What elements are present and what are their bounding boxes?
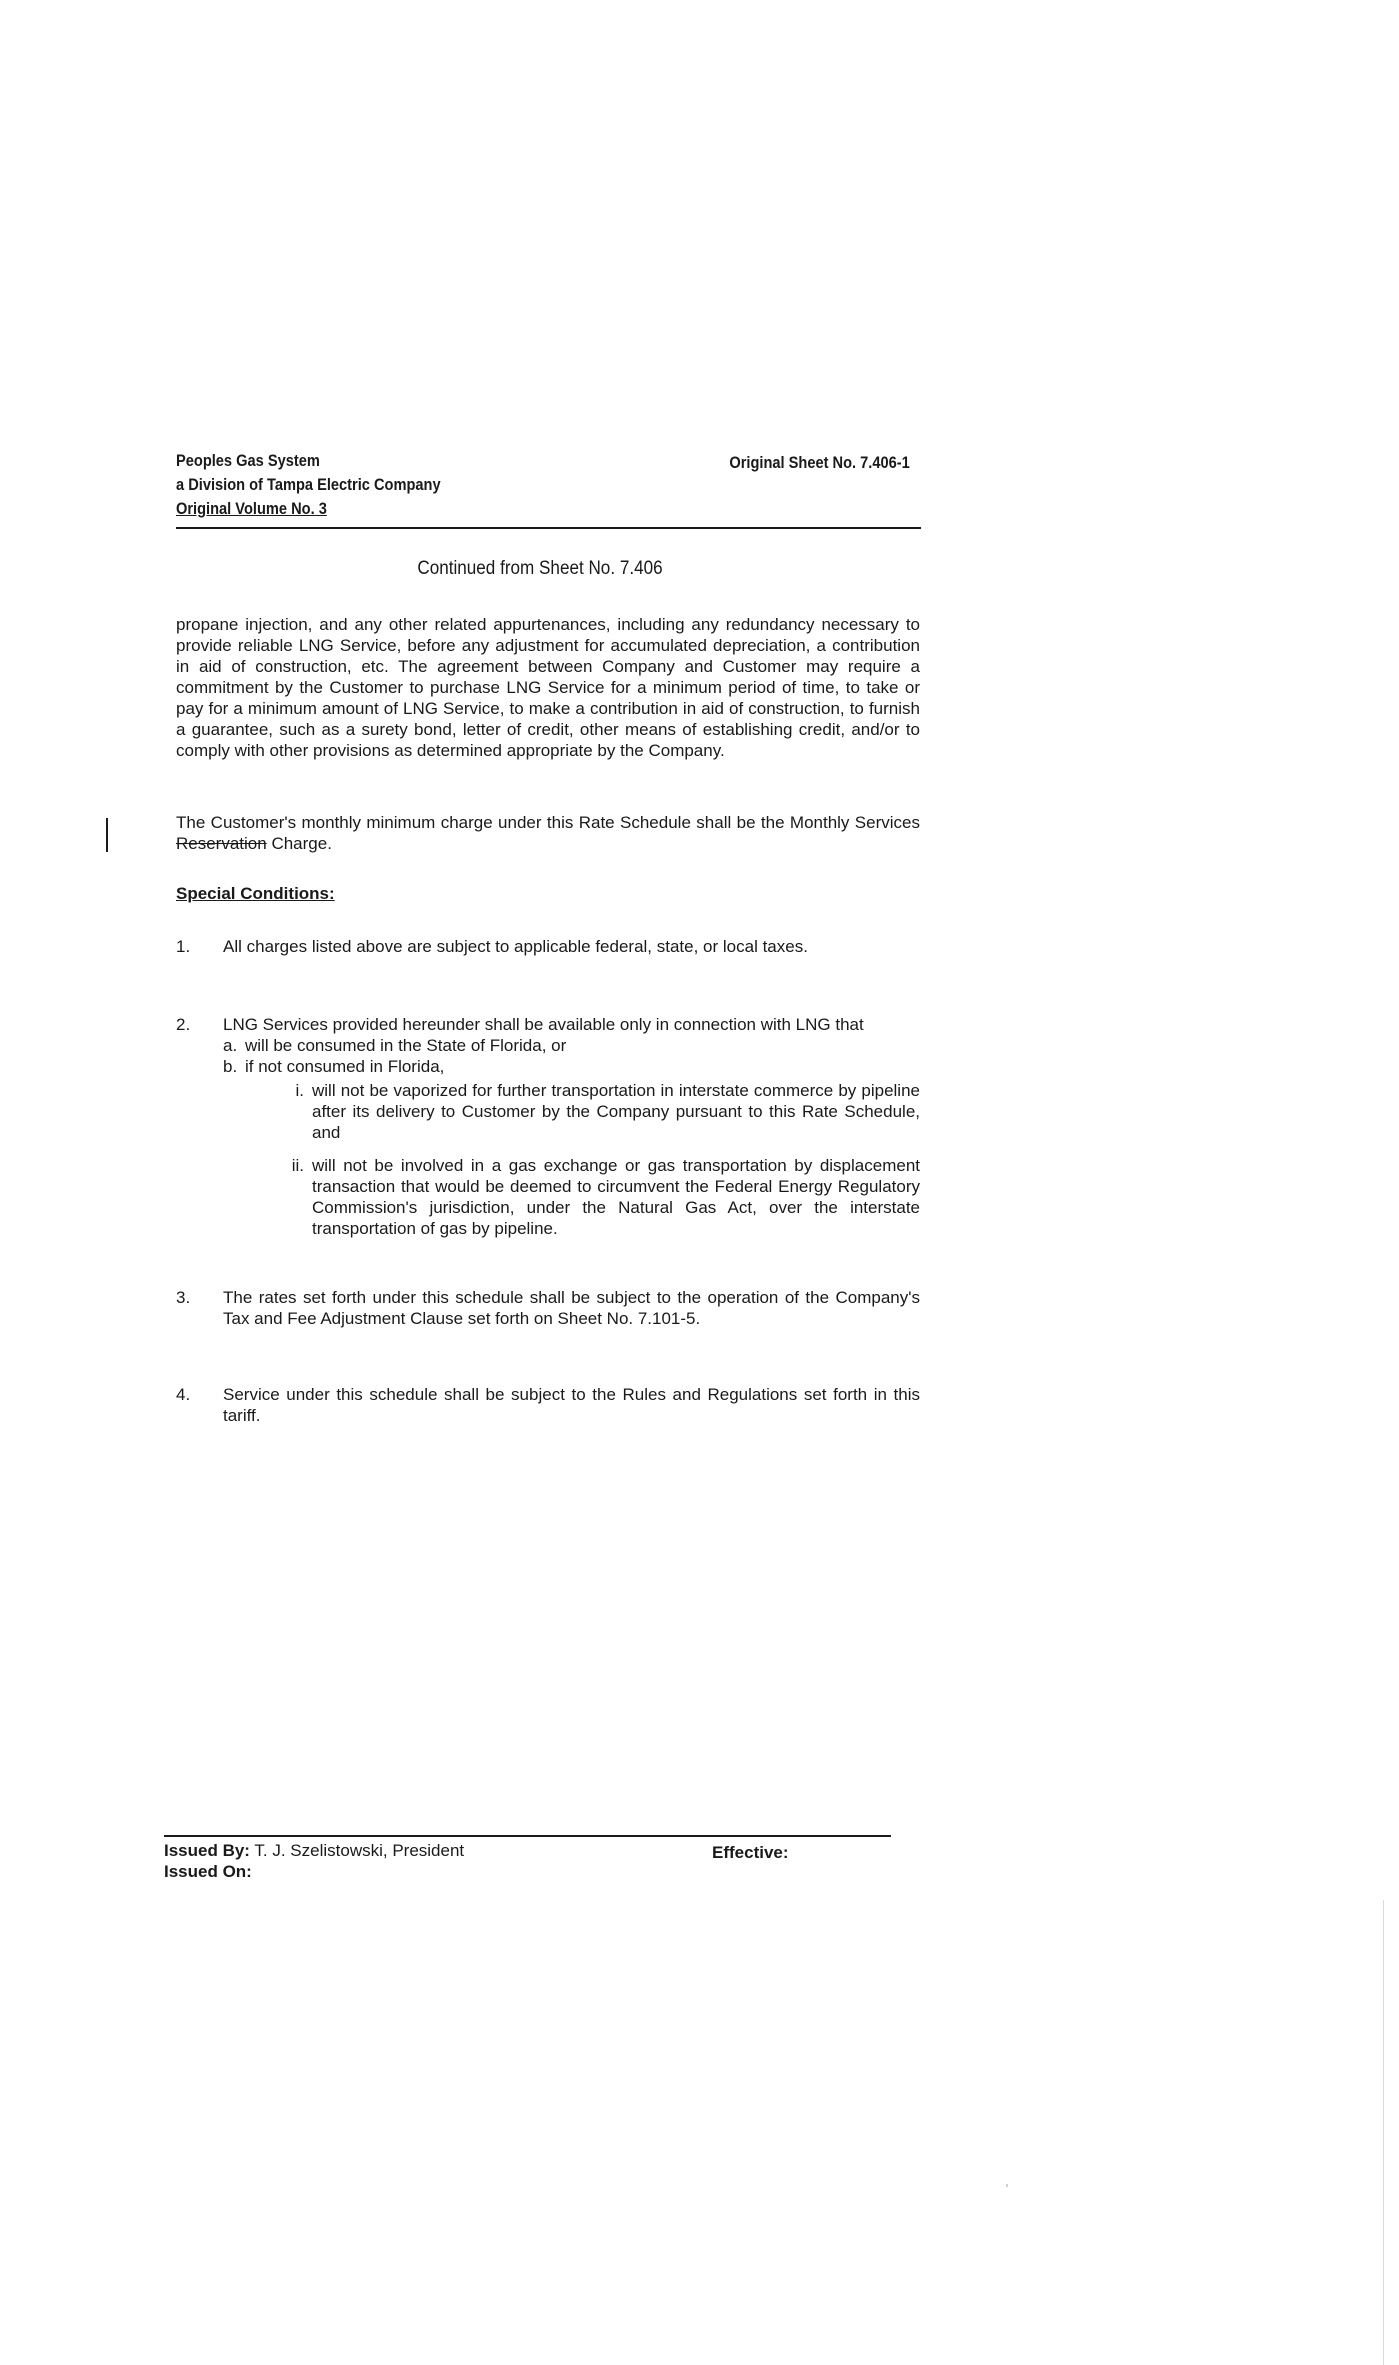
minimum-charge-text: The Customer's monthly minimum charge under this Rate Schedule shall be the Monthly Services [176, 813, 920, 832]
sheet-header [176, 449, 916, 529]
sub-condition-numeral: i. [295, 1081, 304, 1100]
company-name: Peoples Gas System [176, 451, 320, 470]
condition-text: LNG Services provided hereunder shall be available only in connection with LNG that [223, 1015, 864, 1034]
sub-condition-text: if not consumed in Florida, [245, 1057, 445, 1076]
sub-condition-text: will not be vaporized for further transportation in interstate commerce by pipeline after its delivery to Customer by the Company pursuant to this Rate Schedule, and [312, 1081, 920, 1142]
condition-text: All charges listed above are subject to applicable federal, state, or local taxes. [223, 937, 808, 956]
effective-label: Effective: [712, 1843, 789, 1862]
continued-from-note: Continued from Sheet No. 7.406 [417, 558, 663, 579]
issued-by-label: Issued By: [164, 1841, 250, 1860]
volume-number: Original Volume No. 3 [176, 499, 327, 518]
company-block [176, 449, 441, 521]
issued-on-line [164, 1861, 894, 1882]
condition-text: The rates set forth under this schedule shall be subject to the operation of the Company's Tax and Fee Adjustment Clause set forth on Sheet No. 7.101-5. [223, 1288, 920, 1328]
condition-number: 4. [176, 1385, 191, 1404]
company-division: a Division of Tampa Electric Company [176, 475, 441, 494]
sub-condition-numeral: ii. [291, 1156, 304, 1175]
condition-item-3 [176, 1287, 920, 1335]
condition-item-1 [176, 936, 920, 960]
sheet-footer [164, 1840, 894, 1882]
issued-on-label: Issued On: [164, 1862, 252, 1881]
condition-item-4 [176, 1384, 920, 1432]
struck-through-word: Reservation [176, 834, 267, 853]
sub-condition-i [284, 1080, 920, 1144]
condition-text: Service under this schedule shall be subject to the Rules and Regulations set forth in this tariff. [223, 1385, 920, 1425]
condition-number: 3. [176, 1288, 191, 1307]
sub-condition-letter: b. [223, 1057, 238, 1076]
revision-change-bar [106, 818, 108, 852]
sub-condition-text: will not be involved in a gas exchange or gas transportation by displacement transaction that would be deemed to circumvent the Federal Energy Regulatory Commission's jurisdiction, under the Natural Gas Act, over the interstate transportation of gas by pipeline. [312, 1156, 920, 1238]
minimum-charge-paragraph [176, 812, 920, 854]
sub-condition-letter: a. [223, 1036, 238, 1055]
minimum-charge-tail: Charge. [271, 834, 332, 853]
sub-condition-ii [284, 1155, 920, 1241]
sub-condition-text: will be consumed in the State of Florida, or [245, 1036, 567, 1055]
sheet-number: Original Sheet No. 7.406-1 [729, 453, 910, 472]
scan-edge-line [1383, 1900, 1384, 2365]
scan-speck [1006, 2184, 1008, 2187]
special-conditions-heading: Special Conditions: [176, 884, 335, 903]
condition-item-2 [176, 1014, 920, 1266]
condition-number: 1. [176, 937, 191, 956]
footer-divider [164, 1835, 891, 1837]
issued-by-value: T. J. Szelistowski, President [254, 1841, 465, 1860]
condition-number: 2. [176, 1015, 191, 1034]
header-divider [176, 527, 921, 529]
agreement-paragraph: propane injection, and any other related appurtenances, including any redundancy necessary to provide reliable LNG Service, before any adjustment for accumulated depreciation, a contribution in aid of construction, etc. The agreement between Company and Customer may require a commitment by the Customer to purchase LNG Service for a minimum period of time, to take or pay for a minimum amount of LNG Service, to make a contribution in aid of construction, to furnish a guarantee, such as a surety bond, letter of credit, other means of establishing credit, and/or to comply with other provisions as determined appropriate by the Company. [176, 615, 920, 760]
